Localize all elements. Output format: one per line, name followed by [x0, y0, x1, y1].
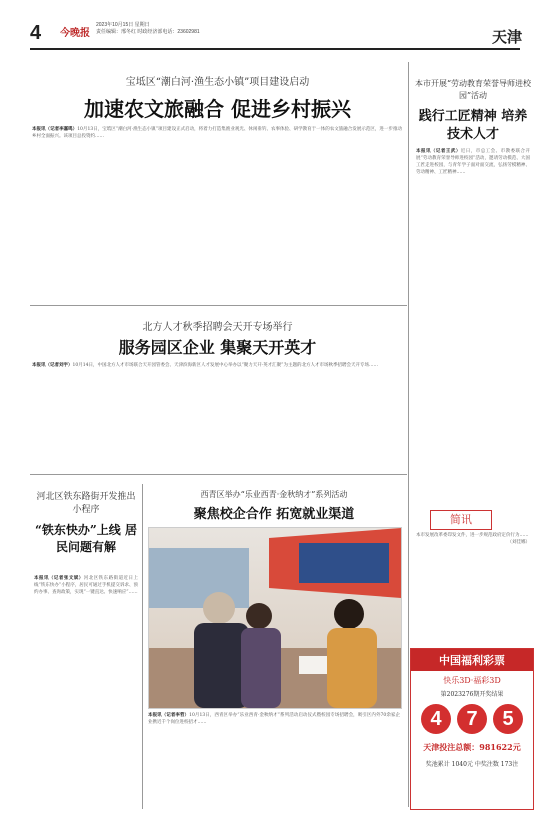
- lottery-footer: 奖池累计 1040元 中奖注数 173注: [425, 761, 519, 768]
- lottery-draw: 第2023276期开奖结果: [440, 691, 504, 698]
- sidebar-headline: 践行工匠精神 培养技术人才: [418, 109, 528, 142]
- article3-kicker: 河北区铁东路街开发推出小程序: [36, 492, 136, 515]
- article1-body: [32, 126, 402, 216]
- sidebar-divider: [408, 62, 409, 807]
- divider: [30, 474, 407, 475]
- article4-body: [148, 712, 400, 807]
- article3-headline: “铁东快办”上线 居民问题有解: [35, 523, 137, 554]
- masthead: [0, 0, 543, 52]
- article2-text: 10月14日，中国北方人才市场联合天开园管委会、天津滨海新区人才发展中心举办以“聚力天开·英才汇聚”为主题的北方人才市场秋季招聘会天开专场……: [72, 363, 378, 368]
- article2-kicker: 北方人才秋季招聘会天开专场举行: [142, 322, 293, 333]
- lottery-game: 快乐3D·福彩3D: [443, 676, 501, 685]
- editor-text: 责任编辑：邢冬红 时政经济部电话：23602981: [96, 29, 200, 35]
- brief-text: 本市发展改革委印发文件，进一步规范政府定价行为……: [416, 533, 529, 538]
- date-text: 2023年10月15日 星期日: [96, 22, 150, 28]
- sidebar-text: 近日，市总工会、市教委联合开展“劳动教育荣誉导师进校园”活动，邀请劳动模范、大国工匠走进校园，与青年学子面对面交流，弘扬劳模精神、劳动精神、工匠精神……: [416, 149, 530, 175]
- photo-illustration: [149, 528, 401, 708]
- article4-byline: 本报讯（记者李哲）: [148, 713, 190, 718]
- sidebar-kicker: 本市开展“劳动教育荣誉导师进校园”活动: [414, 79, 532, 100]
- divider: [30, 305, 407, 306]
- article3-body: [34, 575, 138, 805]
- lottery-numbers: [411, 704, 533, 734]
- page-number: 4: [30, 22, 42, 44]
- article2-byline: 本报讯（记者刘宇）: [32, 363, 73, 368]
- lottery-ball: 4: [421, 704, 451, 734]
- date-line: [96, 22, 200, 36]
- article3-text: 河北区铁东路街道近日上线“铁东快办”小程序，居民可通过手机提交诉求、预约办事、查询政策，实现“一键直达、快速响应”……: [34, 576, 138, 595]
- sidebar-byline: 本报讯（记者王武）: [416, 149, 461, 154]
- lottery-ad: [410, 648, 534, 810]
- brief-body: [416, 532, 530, 632]
- article1-headline: 加速农文旅融合 促进乡村振兴: [84, 97, 351, 121]
- sidebar-body: [416, 148, 530, 498]
- brief-tag: 简讯: [430, 510, 492, 530]
- article4-text: 10月13日，西青区举办“乐业西青·金秋纳才”系列活动启动仪式暨校园专场招聘会，吸引区内外70余家企业携近千个岗位进校招才……: [148, 713, 400, 725]
- header-rule: [30, 48, 520, 50]
- column-divider: [142, 484, 143, 809]
- article2-body: [32, 362, 402, 462]
- article3-byline: 本报讯（记者张文斌）: [34, 576, 84, 581]
- brief-credit: （刘佳娜）: [507, 540, 530, 545]
- newspaper-logo: 今晚报: [60, 28, 90, 39]
- article1-text: 10月13日，宝坻区“潮白河·渔生态小镇”项目建设正式启动，将着力打造集渔业观光、休闲垂钓、农事体验、研学教育于一体的农文旅融合发展示范区，进一步推动乡村全面振兴。该项目总投资约……: [32, 127, 402, 139]
- lottery-ball: 5: [493, 704, 523, 734]
- article1-byline: 本报讯（记者李嘉鸣）: [32, 127, 78, 132]
- article2-headline: 服务园区企业 集聚天开英才: [118, 338, 317, 357]
- lottery-pool: 天津投注总额：981622元: [423, 742, 521, 752]
- lottery-brand: 中国福利彩票: [411, 649, 533, 671]
- article4-kicker: 西青区举办“乐业西青·金秋纳才”系列活动: [200, 490, 348, 499]
- lottery-ball: 7: [457, 704, 487, 734]
- article4-headline: 聚焦校企合作 拓宽就业渠道: [193, 507, 355, 522]
- region-label: 天津: [492, 29, 523, 46]
- campus-job-fair-photo: [148, 527, 402, 709]
- article1-kicker: 宝坻区“潮白河·渔生态小镇”项目建设启动: [125, 77, 310, 88]
